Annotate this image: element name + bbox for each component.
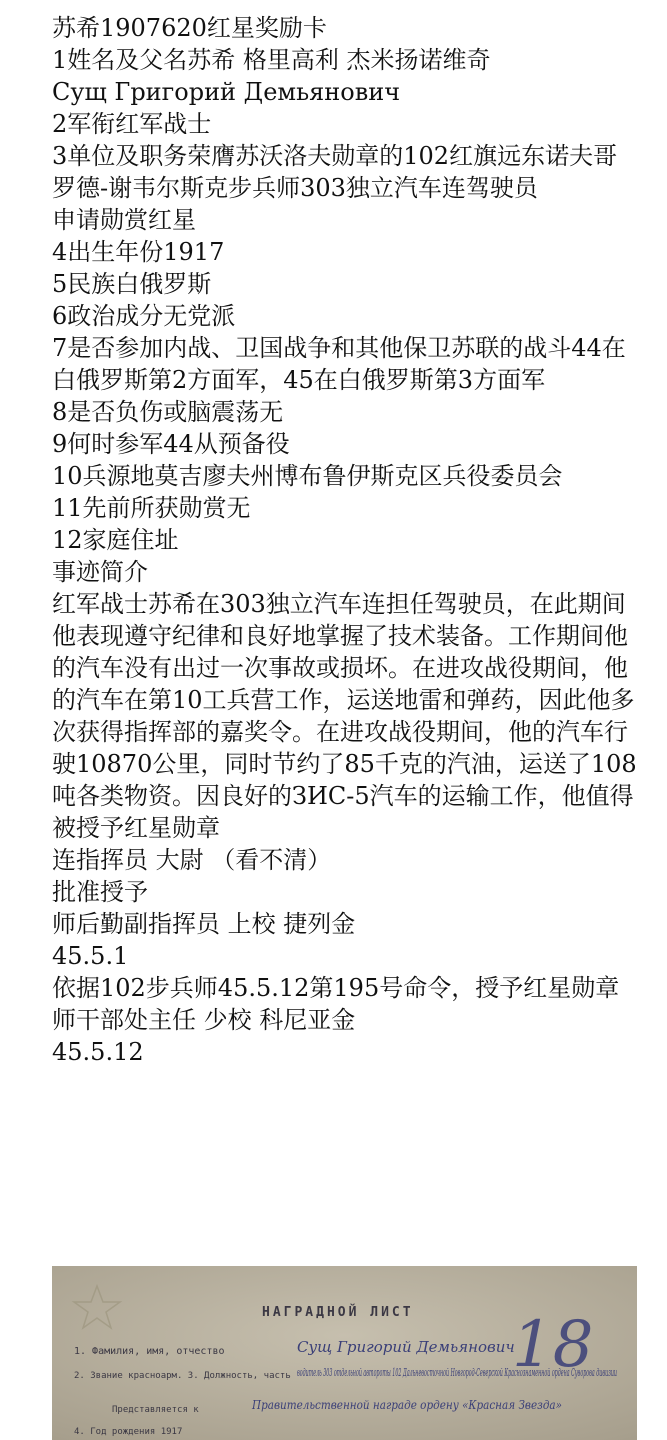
unit-line: 3单位及职务荣膺苏沃洛夫勋章的102红旗远东诺夫哥罗德-谢韦尔斯克步兵师303独立汽车连驾驶员 bbox=[52, 142, 618, 202]
scan-row2-label: 2. Звание красноарм. 3. Должность, часть bbox=[74, 1371, 291, 1381]
scan-row1-label: 1. Фамилия, имя, отчество bbox=[74, 1346, 225, 1357]
combat-line: 7是否参加内战、卫国战争和其他保卫苏联的战斗44在白俄罗斯第2方面军，45在白俄罗斯第3方面军 bbox=[52, 334, 626, 394]
date-line-1: 45.5.1 bbox=[52, 942, 129, 970]
previous-awards-line: 11先前所获勋赏无 bbox=[52, 494, 251, 522]
scan-row3-label: Представляется к bbox=[112, 1405, 199, 1415]
company-commander-line: 连指挥员 大尉 （看不清） bbox=[52, 846, 332, 874]
address-line: 12家庭住址 bbox=[52, 526, 179, 554]
award-request-line: 申请勋赏红星 bbox=[52, 206, 196, 234]
draft-office-line: 10兵源地莫吉廖夫州博布鲁伊斯克区兵役委员会 bbox=[52, 462, 563, 490]
deputy-commander-line: 师后勤副指挥员 上校 捷列金 bbox=[52, 910, 356, 938]
translation-text bbox=[52, 12, 637, 1068]
russian-name-line: Сущ Григорий Демьянович bbox=[52, 78, 401, 106]
title-line: 苏希1907620红星奖励卡 bbox=[52, 14, 327, 42]
scan-heading: НАГРАДНОЙ ЛИСТ bbox=[262, 1305, 414, 1320]
wounds-line: 8是否负伤或脑震荡无 bbox=[52, 398, 284, 426]
approval-line: 批准授予 bbox=[52, 878, 148, 906]
scan-row2-value: водитель 303 отдельной автороты 102 Дальневосточной Новгород-Северской Краснознаменной ордена Суворова дивизии bbox=[297, 1366, 617, 1379]
scan-row3-value: Правительственной награде ордену «Красная Звезда» bbox=[251, 1398, 562, 1412]
rank-line: 2军衔红军战士 bbox=[52, 110, 212, 138]
summary-paragraph: 红军战士苏希在303独立汽车连担任驾驶员，在此期间他表现遵守纪律和良好地掌握了技术装备。工作期间他的汽车没有出过一次事故或损坏。在进攻战役期间，他的汽车在第10工兵营工作，运送地雷和弹药，因此他多次获得指挥部的嘉奖令。在进攻战役期间，他的汽车行驶10870公里，同时节约了85千克的汽油，运送了108吨各类物资。因良好的ЗИС-5汽车的运输工作，他值得被授予红星勋章 bbox=[52, 590, 637, 842]
party-line: 6政治成分无党派 bbox=[52, 302, 236, 330]
scan-row4-label: 4. Год рождения 1917 bbox=[74, 1427, 183, 1437]
order-line: 依据102步兵师45.5.12第195号命令，授予红星勋章 bbox=[52, 974, 620, 1002]
name-line: 1姓名及父名苏希 格里高利 杰米扬诺维奇 bbox=[52, 46, 491, 74]
summary-heading: 事迹简介 bbox=[52, 558, 148, 586]
nationality-line: 5民族白俄罗斯 bbox=[52, 270, 212, 298]
personnel-head-line: 师干部处主任 少校 科尼亚金 bbox=[52, 1006, 356, 1034]
enlistment-line: 9何时参军44从预备役 bbox=[52, 430, 290, 458]
scan-stamp-number: 18 bbox=[512, 1308, 594, 1382]
award-document-scan bbox=[52, 1266, 637, 1440]
scan-image bbox=[52, 1266, 637, 1440]
scan-row1-value: Сущ Григорий Демьянович bbox=[297, 1338, 515, 1356]
birth-year-line: 4出生年份1917 bbox=[52, 238, 225, 266]
date-line-2: 45.5.12 bbox=[52, 1038, 144, 1066]
